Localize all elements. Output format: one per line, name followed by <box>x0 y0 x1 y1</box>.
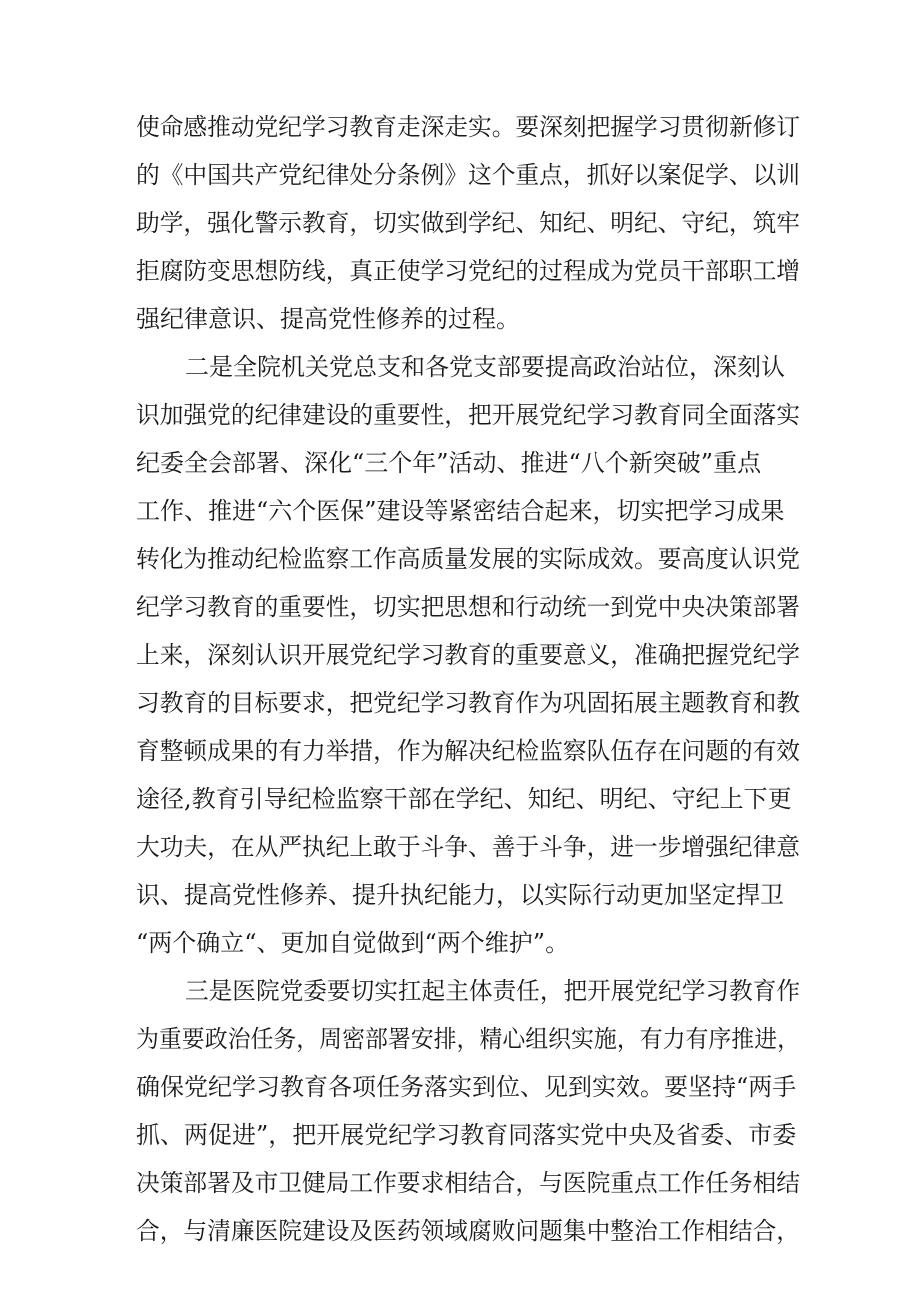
text-line: 的《中国共产党纪律处分条例》这个重点，抓好以案促学、以训 <box>136 161 801 189</box>
text-line: 识、提高党性修养、提升执纪能力，以实际行动更加坚定捍卫 <box>136 881 784 909</box>
text-line: 转化为推动纪检监察工作高质量发展的实际成效。要高度认识党 <box>136 545 801 573</box>
text-line: 工作、推进“六个医保”建设等紧密结合起来，切实把学习成果 <box>136 497 785 525</box>
text-line: 抓、两促进”，把开展党纪学习教育同落实党中央及省委、市委 <box>136 1121 797 1149</box>
text-line: 大功夫，在从严执纪上敢于斗争、善于斗争，进一步增强纪律意 <box>136 833 801 861</box>
text-line: 决策部署及市卫健局工作要求相结合，与医院重点工作任务相结 <box>136 1169 801 1197</box>
paragraph-three-first-line: 三是医院党委要切实扛起主体责任，把开展党纪学习教育作 <box>185 977 801 1005</box>
text-line: 上来，深刻认识开展党纪学习教育的重要意义，准确把握党纪学 <box>136 641 801 669</box>
text-line: 纪委全会部署、深化“三个年”活动、推进“八个新突破”重点 <box>136 449 762 477</box>
text-line: 强纪律意识、提高党性修养的过程。 <box>136 305 520 333</box>
text-line: 为重要政治任务，周密部署安排，精心组织实施，有力有序推进， <box>136 1025 800 1053</box>
text-line: 纪学习教育的重要性，切实把思想和行动统一到党中央决策部署 <box>136 593 801 621</box>
text-line: 使命感推动党纪学习教育走深走实。要深刻把握学习贯彻新修订 <box>136 113 801 141</box>
text-line: 途径,教育引导纪检监察干部在学纪、知纪、明纪、守纪上下更 <box>136 785 792 813</box>
text-line: 确保党纪学习教育各项任务落实到位、见到实效。要坚持“两手 <box>136 1073 797 1101</box>
text-line: 合，与清廉医院建设及医药领域腐败问题集中整治工作相结合， <box>136 1217 801 1245</box>
text-line: 习教育的目标要求，把党纪学习教育作为巩固拓展主题教育和教 <box>136 689 801 717</box>
paragraph-two-first-line: 二是全院机关党总支和各党支部要提高政治站位，深刻认 <box>185 353 785 381</box>
text-line: 拒腐防变思想防线，真正使学习党纪的过程成为党员干部职工增 <box>136 257 801 285</box>
text-line: “两个确立“、更加自觉做到“两个维护”。 <box>136 929 570 957</box>
text-line: 助学，强化警示教育，切实做到学纪、知纪、明纪、守纪，筑牢 <box>136 209 801 237</box>
text-line: 识加强党的纪律建设的重要性，把开展党纪学习教育同全面落实 <box>136 401 801 429</box>
text-line: 育整顿成果的有力举措，作为解决纪检监察队伍存在问题的有效 <box>136 737 801 765</box>
